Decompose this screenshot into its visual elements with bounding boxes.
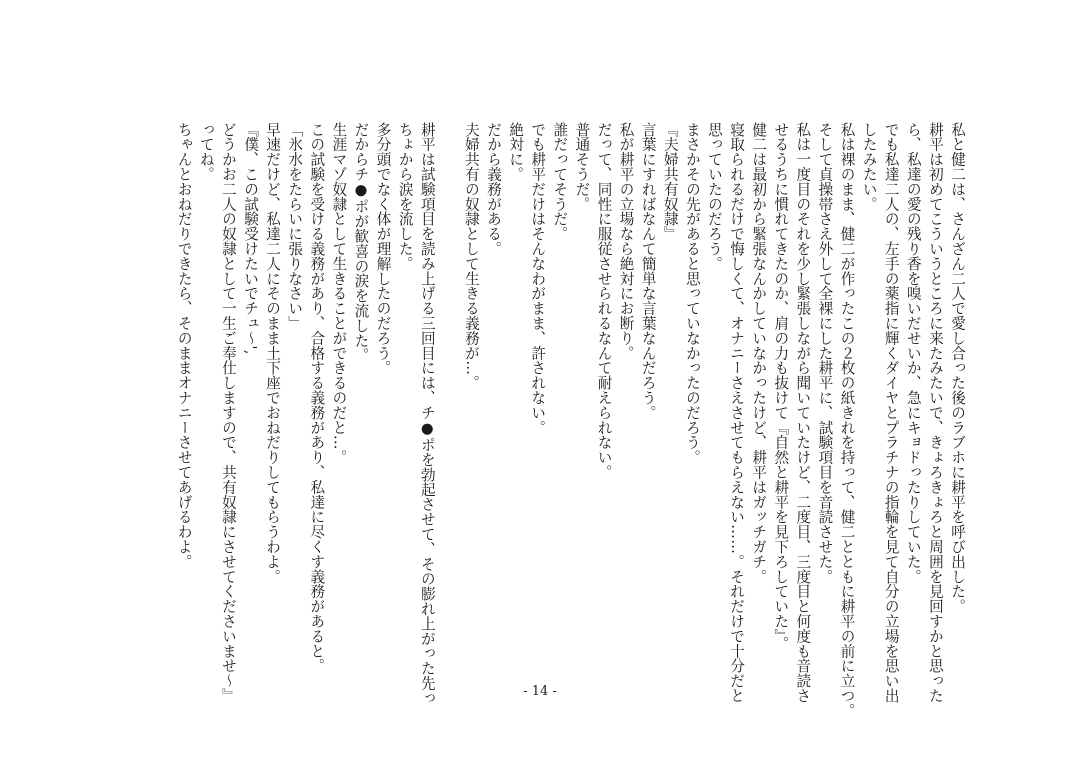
text-line: まさかその先があると思っていなかったのだろう。	[683, 122, 701, 465]
text-line: 寝取られるだけで悔しくて、オナニーさえさせてもらえない……。それだけで十分だと	[728, 122, 746, 704]
text-line: ら、私達の愛の残り香を嗅いだせいか、急にキョドったりしていた。	[904, 122, 922, 584]
text-line: 耕平は試験項目を読み上げる三回目には、チ●ポを勃起させて、その膨れ上がった先っ	[418, 122, 436, 706]
text-line: 思っていたのだろう。	[705, 122, 723, 271]
text-line: 健二は最初から緊張なんかしていなかったけど、耕平はガッチガチ。	[750, 122, 768, 584]
text-line: したみたい。	[860, 122, 878, 212]
text-line: せるうちに慣れてきたのか、肩の力も抜けて『自然と耕平を見下ろしていた』。	[772, 122, 790, 652]
text-line: 『夫婦共有奴隷』	[661, 122, 679, 242]
text-line: 私は裸のまま、健二が作ったこの２枚の紙きれを持って、健二とともに耕平の前に立つ。	[838, 122, 856, 718]
text-line: 夫婦共有の奴隷として生きる義務が…。	[462, 122, 480, 391]
text-line: だから義務がある。	[485, 122, 503, 257]
text-line: ちゃんとおねだりできたら、そのままオナニーさせてあげるわよ。	[175, 122, 193, 569]
text-line: どうかお二人の奴隷として一生ご奉仕しますので、共有奴隷にさせてくださいませ～』	[219, 122, 237, 704]
text-line: 多分頭でなく体が理解したのだろう。	[374, 122, 392, 376]
blank-line	[438, 122, 460, 678]
text-line: 私は一度目のそれを少し緊張しながら聞いていたけど、二度目、三度目と何度も音読さ	[794, 122, 812, 704]
text-line: だからチ●ポが歓喜の涙を流した。	[352, 122, 370, 363]
text-line: でも耕平だけはそんなわがまま、許されない。	[529, 122, 547, 435]
text-line: だって、同性に服従させられるなんて耐えられない。	[595, 122, 613, 480]
text-line: 普通そうだ。	[573, 122, 591, 212]
text-line: 言葉にすればなんて簡単な言葉なんだろう。	[639, 122, 657, 420]
text-line: でも私達二人の、左手の薬指に輝くダイヤとプラチナの指輪を見て自分の立場を思い出	[882, 122, 900, 704]
text-line: この試験を受ける義務があり、合格する義務があり、私達に尽くす義務があると。	[308, 122, 326, 674]
text-line: 「氷水をたらいに張りなさい」	[286, 122, 304, 331]
text-line: 絶対に。	[507, 122, 525, 182]
text-line: 『僕、この試験受けたいでチュ～',	[242, 122, 259, 355]
text-line: ちょから涙を流した。	[396, 122, 414, 271]
text-line: そして貞操帯さえ外して全裸にした耕平に、試験項目を音読させた。	[816, 122, 834, 584]
text-line: 誰だってそうだ。	[551, 122, 569, 242]
text-line: 耕平は初めてこういうところに来たみたいで、きょろきょろと周囲を見回すかと思った	[926, 122, 944, 704]
page-number: - 14 -	[523, 684, 557, 699]
text-line: ってね。	[197, 122, 215, 182]
text-line: 私が耕平の立場なら絶対にお断り。	[617, 122, 635, 361]
text-line: 私と健二は、さんざん二人で愛し合った後のラブホに耕平を呼び出した。	[949, 122, 966, 614]
text-line: 生涯マゾ奴隷として生きることができるのだと…。	[330, 122, 348, 465]
text-line: 早速だけど、私達二人にそのまま土下座でおねだりしてもらうわよ。	[264, 122, 282, 584]
